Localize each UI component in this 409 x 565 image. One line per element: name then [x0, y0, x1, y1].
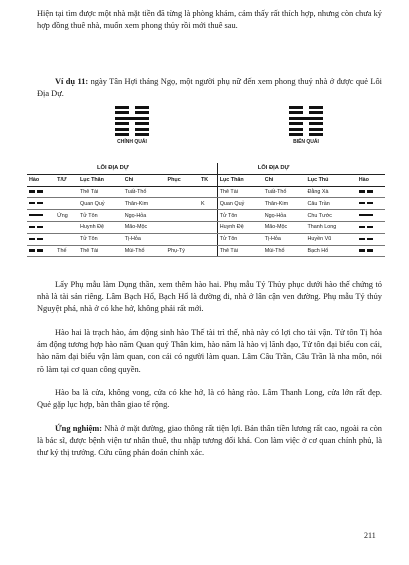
hexagram-line-icon — [359, 214, 373, 216]
chi-2-cell: Mão-Mộc — [263, 221, 306, 233]
example-label: Ví dụ 11: — [55, 77, 89, 86]
luc-than-cell: Thê Tài — [78, 245, 123, 257]
main-table-title: LÔI ĐỊA DỰ — [27, 163, 217, 174]
hexagram-line-icon — [29, 226, 43, 228]
chi-cell: Tuất-Thổ — [123, 186, 166, 198]
result-text: Nhà ở mặt đường, giao thông rất tiện lợi. Bản thân tiền lương rất cao, ngoài ra còn là bác sĩ, được bệnh viện tư nhân thuê, thu nhập tương đối khá. Con làm việc ở cơ quan chính phủ, là thư ký thị trưởng. Cứu cũng phán đoán chính xác. — [37, 424, 382, 458]
hexagram-line-icon — [359, 202, 373, 204]
hexagram-line-icon — [359, 190, 373, 192]
tk-cell — [199, 186, 217, 198]
hexagram-line-icon — [29, 190, 43, 192]
main-hexagram-caption: CHÍNH QUÁI — [117, 139, 147, 145]
line-mark-2 — [357, 233, 385, 245]
changed-hexagram — [271, 103, 341, 145]
table-row — [27, 245, 385, 257]
line-mark-2 — [357, 221, 385, 233]
hexagram-line-icon — [29, 214, 43, 216]
hexagram-line-icon — [359, 249, 373, 251]
main-hexagram-line — [115, 111, 149, 114]
luc-than-2-cell: Huynh Đệ — [217, 221, 262, 233]
paragraph-example-11 — [37, 76, 382, 100]
luc-than-2-cell: Tử Tôn — [217, 233, 262, 245]
main-hexagram-line — [115, 133, 149, 136]
hexagram-table — [27, 163, 385, 257]
luc-thu-cell: Bạch Hổ — [306, 245, 357, 257]
changed-hexagram-line — [289, 133, 323, 136]
chi-2-cell: Mùi-Thổ — [263, 245, 306, 257]
line-mark — [27, 198, 55, 210]
hexagram-line-icon — [359, 238, 373, 240]
header-chi-2: Chi — [263, 174, 306, 186]
the-ung-cell: Ứng — [55, 210, 78, 222]
changed-hexagram-line — [289, 122, 323, 125]
luc-than-cell: Tử Tôn — [78, 210, 123, 222]
header-luc-than-2: Lục Thân — [217, 174, 262, 186]
the-ung-cell — [55, 198, 78, 210]
header-luc-than: Lục Thân — [78, 174, 123, 186]
hexagram-line-icon — [29, 202, 43, 204]
phuc-cell — [166, 233, 199, 245]
paragraph-5: Hào ba là cửa, không vong, cửa có khe hở, là có hàng rào. Lâm Thanh Long, cửa lớn rất đẹp. Quẻ gặp lục hợp, bàn thân giao tế rộng. — [37, 388, 382, 410]
luc-thu-cell: Thanh Long — [306, 221, 357, 233]
main-hexagram-line — [115, 117, 149, 120]
table-row — [27, 198, 385, 210]
table-header-row — [27, 174, 385, 186]
changed-hexagram-line — [289, 128, 323, 131]
changed-hexagram-caption: BIẾN QUÁI — [293, 139, 319, 145]
header-hao: Hào — [27, 174, 55, 186]
line-mark-2 — [357, 186, 385, 198]
header-hao-2: Hào — [357, 174, 385, 186]
phuc-cell: Phụ-Tý — [166, 245, 199, 257]
chi-2-cell: Thân-Kim — [263, 198, 306, 210]
line-mark-2 — [357, 198, 385, 210]
changed-table-title: LÔI ĐỊA DỰ — [217, 163, 385, 174]
luc-than-2-cell: Tử Tôn — [217, 210, 262, 222]
main-hexagram-line — [115, 106, 149, 109]
luc-thu-cell: Câu Trần — [306, 198, 357, 210]
luc-thu-cell: Huyền Vũ — [306, 233, 357, 245]
hexagram-line-icon — [29, 238, 43, 240]
tk-cell — [199, 221, 217, 233]
chi-2-cell: Tị-Hỏa — [263, 233, 306, 245]
line-mark — [27, 210, 55, 222]
luc-than-cell: Huynh Đệ — [78, 221, 123, 233]
line-mark-2 — [357, 210, 385, 222]
tk-cell: K — [199, 198, 217, 210]
table-row — [27, 221, 385, 233]
paragraph-intro: Hiện tại tìm được một nhà mặt tiền đã từng là phòng khám, cảm thấy rất thích hợp, nhưng còn chưa ký hợp đồng thuê nhà, muốn xem phong thủy rồi mới thuê sau. — [37, 9, 382, 31]
paragraph-3: Lấy Phụ mẫu làm Dụng thần, xem thêm hào hai. Phụ mẫu Tý Thủy phục dưới hào thế chứng tỏ nhà là tài sản riêng. Lâm Bạch Hổ, Bạch Hổ là đường đi, nhà ở lân cận ven đường. Phụ mẫu Tý thủy Nguyệt phá, nhà ở có khe hở, không phải rất mới. — [37, 280, 382, 314]
hexagram-figure — [27, 103, 385, 261]
chi-cell: Tị-Hỏa — [123, 233, 166, 245]
line-mark-2 — [357, 245, 385, 257]
luc-than-cell: Thê Tài — [78, 186, 123, 198]
main-hexagram — [97, 103, 167, 145]
luc-than-2-cell: Thê Tài — [217, 245, 262, 257]
hexagram-line-icon — [29, 249, 43, 251]
line-mark — [27, 233, 55, 245]
changed-hexagram-line — [289, 117, 323, 120]
header-phuc: Phục — [166, 174, 199, 186]
the-ung-cell: Thế — [55, 245, 78, 257]
table-row — [27, 186, 385, 198]
chi-cell: Thân-Kim — [123, 198, 166, 210]
table-row — [27, 210, 385, 222]
chi-cell: Ngọ-Hỏa — [123, 210, 166, 222]
chi-2-cell: Tuất-Thổ — [263, 186, 306, 198]
line-mark — [27, 245, 55, 257]
example-text: ngày Tân Hợi tháng Ngọ, một người phụ nữ đến xem phong thuỷ nhà ở được quẻ Lôi Địa Dự. — [37, 77, 382, 99]
tk-cell — [199, 233, 217, 245]
paragraph-4: Hào hai là trạch hào, ám động sinh hào Thế tài trì thế, nhà này có lợi cho tài vận. Tử tôn Tị hỏa ám động tương hợp hào năm Quan quỷ Thân kim, hào năm là hào vị lãnh đạo, Tử tôn đại biểu con cái, hào năm đại biểu vận làm quan, con cái có người làm quan. Lâm Câu Trần, Câu Trần là nha môn, nói rõ làm tại cơ quan công quyền. — [37, 328, 382, 374]
the-ung-cell — [55, 233, 78, 245]
luc-than-2-cell: Thê Tài — [217, 186, 262, 198]
header-luc-thu: Lục Thú — [306, 174, 357, 186]
header-tu: T/Ư — [55, 174, 78, 186]
luc-than-cell: Quan Quỷ — [78, 198, 123, 210]
line-mark — [27, 186, 55, 198]
phuc-cell — [166, 210, 199, 222]
chi-cell: Mùi-Thổ — [123, 245, 166, 257]
luc-than-2-cell: Quan Quỷ — [217, 198, 262, 210]
chi-2-cell: Ngọ-Hỏa — [263, 210, 306, 222]
hexagram-line-icon — [359, 226, 373, 228]
tk-cell — [199, 210, 217, 222]
luc-thu-cell: Chu Tước — [306, 210, 357, 222]
chi-cell: Mão-Mộc — [123, 221, 166, 233]
changed-hexagram-line — [289, 111, 323, 114]
phuc-cell — [166, 198, 199, 210]
tk-cell — [199, 245, 217, 257]
phuc-cell — [166, 186, 199, 198]
main-hexagram-line — [115, 122, 149, 125]
luc-than-cell: Tử Tôn — [78, 233, 123, 245]
the-ung-cell — [55, 186, 78, 198]
result-label: Ứng nghiệm: — [55, 424, 103, 433]
the-ung-cell — [55, 221, 78, 233]
line-mark — [27, 221, 55, 233]
table-row — [27, 233, 385, 245]
changed-hexagram-line — [289, 106, 323, 109]
header-chi: Chi — [123, 174, 166, 186]
phuc-cell — [166, 221, 199, 233]
main-hexagram-line — [115, 128, 149, 131]
luc-thu-cell: Đằng Xà — [306, 186, 357, 198]
page-number: 211 — [364, 531, 376, 540]
header-tk: TK — [199, 174, 217, 186]
paragraph-result — [37, 423, 382, 460]
